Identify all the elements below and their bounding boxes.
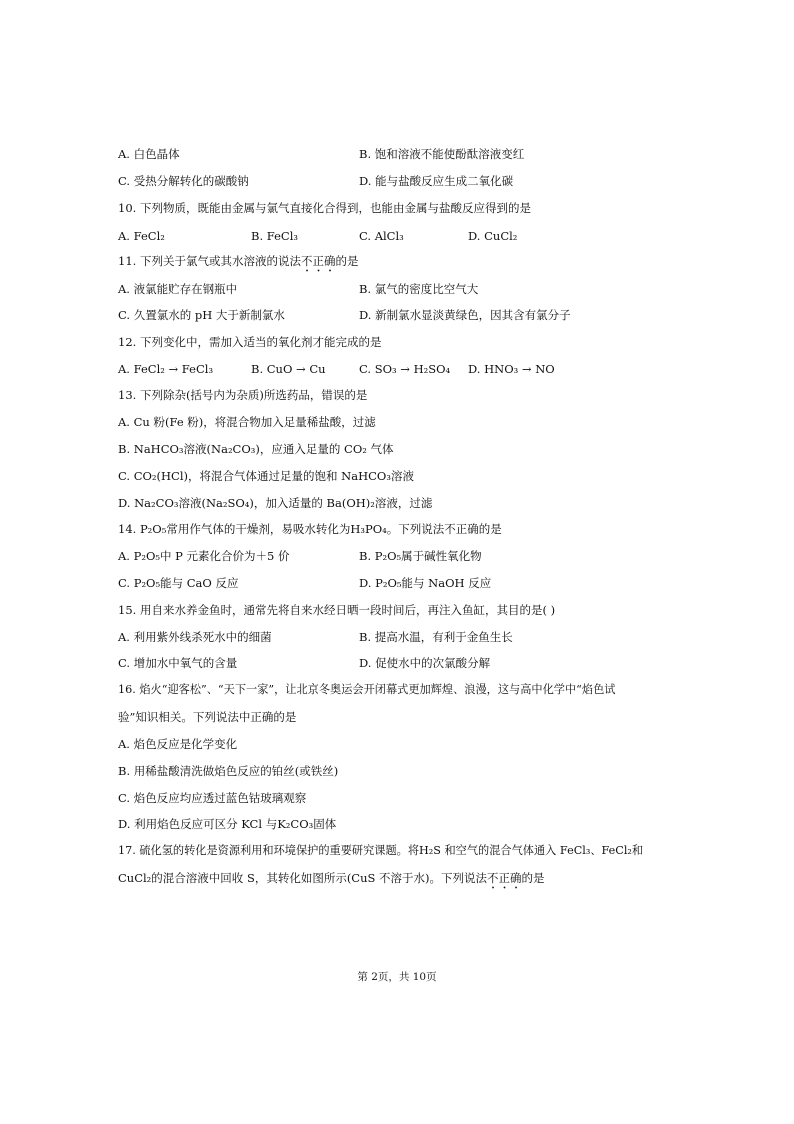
q14-stem: 14. P₂O₅常用作气体的干燥剂，易吸水转化为H₃PO₄。下列说法不正确的是 — [118, 522, 502, 536]
q16-stem-line2: 验”知识相关。下列说法中正确的是 — [118, 710, 297, 724]
q14-option-d: D. P₂O₅能与 NaOH 反应 — [359, 576, 492, 590]
q12-option-c: C. SO₃ → H₂SO₄ — [359, 362, 451, 376]
q16-stem-line1: 16. 焰火“迎客松”、“天下一家”，让北京冬奥运会开闭幕式更加辉煌、浪漫，这与高中化学中“焰色试 — [118, 683, 616, 696]
q17-stem-line1: 17. 硫化氢的转化是资源利用和环境保护的重要研究课题。将H₂S 和空气的混合气体通入 FeCl₃、FeCl₂和 — [118, 844, 644, 857]
q10-option-a: A. FeCl₂ — [118, 229, 165, 243]
q9-option-b: B. 饱和溶液不能使酚酞溶液变红 — [359, 147, 525, 161]
q10-stem: 10. 下列物质，既能由金属与氯气直接化合得到，也能由金属与盐酸反应得到的是 — [118, 201, 531, 215]
q10-option-d: D. CuCl₂ — [468, 229, 518, 243]
q15-option-d: D. 促使水中的次氯酸分解 — [359, 656, 491, 670]
q15-option-c: C. 增加水中氧气的含量 — [118, 656, 238, 670]
page-footer: 第 2页，共 10页 — [357, 971, 437, 983]
q16-option-c: C. 焰色反应均应透过蓝色钴玻璃观察 — [118, 791, 307, 805]
q13-stem: 13. 下列除杂(括号内为杂质)所选药品，错误的是 — [118, 388, 368, 402]
q9-option-c: C. 受热分解转化的碳酸钠 — [118, 174, 249, 188]
q12-option-d: D. HNO₃ → NO — [468, 362, 555, 376]
q14-option-a: A. P₂O₅中 P 元素化合价为＋5 价 — [118, 549, 290, 563]
q10-option-c: C. AlCl₃ — [359, 229, 404, 243]
q13-option-c: C. CO₂(HCl)，将混合气体通过足量的饱和 NaHCO₃溶液 — [118, 469, 414, 483]
q17-stem-emphasis: 不正确 — [487, 871, 522, 885]
q10-option-b: B. FeCl₃ — [251, 229, 299, 243]
q15-option-b: B. 提高水温，有利于金鱼生长 — [359, 630, 513, 644]
q16-option-a: A. 焰色反应是化学变化 — [118, 737, 238, 751]
q11-stem — [118, 253, 358, 275]
q11-stem-post: 的是 — [335, 254, 359, 268]
q14-option-c: C. P₂O₅能与 CaO 反应 — [118, 576, 239, 590]
q13-option-b: B. NaHCO₃溶液(Na₂CO₃)，应通入足量的 CO₂ 气体 — [118, 442, 394, 456]
q9-option-d: D. 能与盐酸反应生成二氧化碳 — [359, 174, 514, 188]
q13-option-a: A. Cu 粉(Fe 粉)，将混合物加入足量稀盐酸，过滤 — [118, 415, 376, 429]
q13-option-d: D. Na₂CO₃溶液(Na₂SO₄)，加入适量的 Ba(OH)₂溶液，过滤 — [118, 496, 433, 510]
q14-option-b: B. P₂O₅属于碱性氧化物 — [359, 549, 482, 563]
q12-option-a: A. FeCl₂ → FeCl₃ — [118, 362, 214, 376]
q15-option-a: A. 利用紫外线杀死水中的细菌 — [118, 630, 272, 644]
q11-option-a: A. 液氯能贮存在钢瓶中 — [118, 282, 238, 296]
q11-option-d: D. 新制氯水显淡黄绿色，因其含有氯分子 — [359, 308, 571, 322]
q16-option-d: D. 利用焰色反应可区分 KCl 与K₂CO₃固体 — [118, 817, 337, 831]
q9-option-a: A. 白色晶体 — [118, 147, 180, 161]
q12-option-b: B. CuO → Cu — [251, 362, 326, 376]
q11-option-b: B. 氯气的密度比空气大 — [359, 282, 479, 296]
q12-stem: 12. 下列变化中，需加入适当的氧化剂才能完成的是 — [118, 335, 382, 349]
q11-stem-pre: 11. 下列关于氯气或其水溶液的说法 — [118, 254, 301, 268]
q15-stem: 15. 用自来水养金鱼时，通常先将自来水经日晒一段时间后，再注入鱼缸，其目的是( ) — [118, 603, 556, 617]
q17-stem-line2 — [118, 870, 545, 892]
q11-stem-emphasis: 不正确 — [300, 254, 336, 268]
q17-stem-line2-post: 的是 — [521, 871, 545, 885]
q11-option-c: C. 久置氯水的 pH 大于新制氯水 — [118, 308, 285, 322]
q16-option-b: B. 用稀盐酸清洗做焰色反应的铂丝(或铁丝) — [118, 764, 339, 778]
q17-stem-line2-pre: CuCl₂的混合溶液中回收 S，其转化如图所示(CuS 不溶于水)。下列说法 — [118, 871, 488, 885]
